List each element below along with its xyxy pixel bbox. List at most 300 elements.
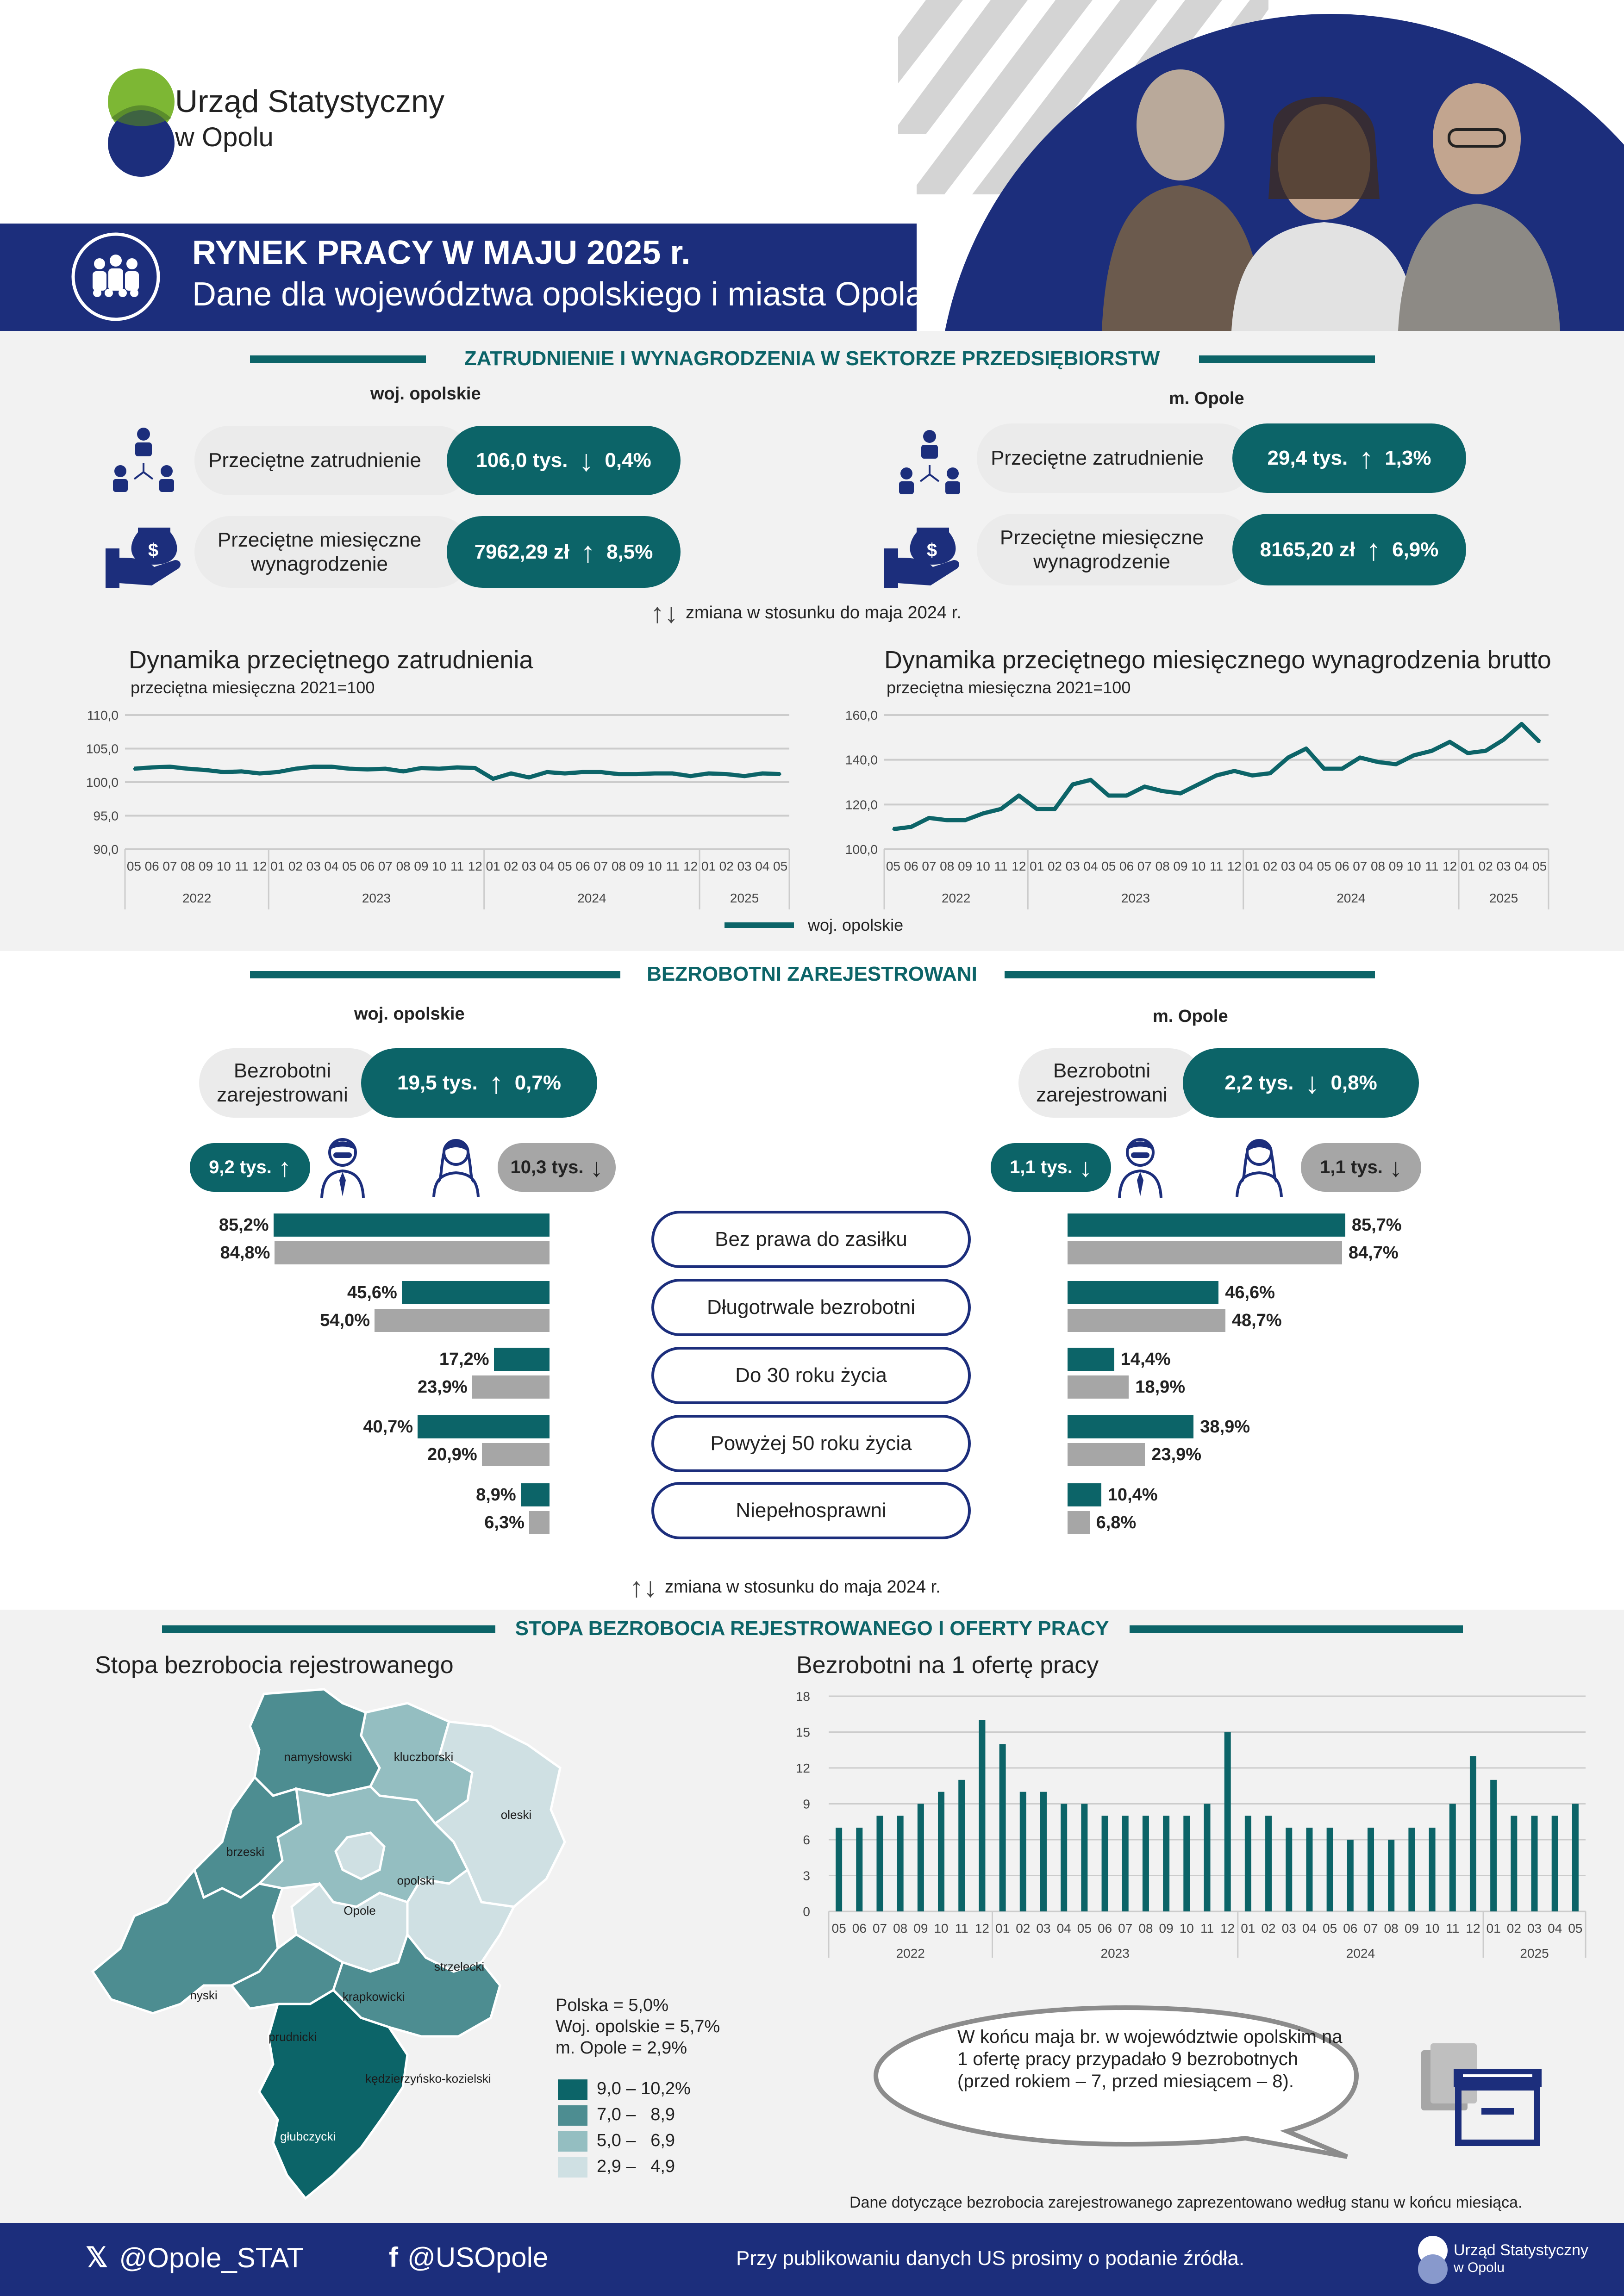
bar xyxy=(938,1792,944,1911)
bar-label: 10,4% xyxy=(1107,1485,1158,1505)
y-tick-label: 140,0 xyxy=(845,753,878,767)
legend-swatch xyxy=(558,2157,587,2178)
data-point xyxy=(223,771,225,773)
data-point xyxy=(1054,808,1056,810)
bar-label: 40,7% xyxy=(363,1417,413,1437)
woman-icon xyxy=(428,1133,484,1198)
bubble-text: W końcu maja br. w województwie opolskim na 1 ofertę pracy przypadało 9 bezrobotnych (przed rokiem – 7, przed miesiącem – 8). xyxy=(957,2027,1343,2091)
up-down-arrows-icon: ↑↓ xyxy=(650,597,678,628)
arrow-down-icon: ↓ xyxy=(1305,1066,1320,1100)
data-point xyxy=(1395,763,1397,765)
x-tick-label: 02 xyxy=(504,859,518,873)
county-label: strzelecki xyxy=(434,1960,485,1973)
x-tick-label: 07 xyxy=(593,859,608,873)
man-icon xyxy=(317,1134,368,1199)
data-point xyxy=(946,819,948,821)
rate-stats: Polska = 5,0% Woj. opolskie = 5,7% m. Opole = 2,9% xyxy=(556,1996,720,2058)
data-point xyxy=(1449,741,1451,743)
year-label: 2024 xyxy=(1337,891,1366,905)
data-point xyxy=(1198,784,1199,785)
county-label: głubczycki xyxy=(280,2129,336,2143)
x-tick-label: 08 xyxy=(893,1921,908,1935)
county-label: krapkowicki xyxy=(342,1990,405,2004)
arrow-up-icon: ↑ xyxy=(581,535,596,569)
bar-label: 54,0% xyxy=(320,1311,370,1330)
y-tick-label: 9 xyxy=(803,1797,810,1811)
category-oval: Bez prawa do zasiłku xyxy=(651,1211,971,1268)
unemployed-value-pill xyxy=(361,1048,597,1118)
data-point xyxy=(1431,750,1433,752)
data-point xyxy=(331,766,332,768)
data-point xyxy=(1036,808,1038,810)
x-tick-label: 09 xyxy=(1159,1921,1174,1935)
header xyxy=(0,0,1624,331)
bar-men xyxy=(1068,1281,1218,1304)
wage-line-chart xyxy=(824,694,1565,916)
bar-label: 6,8% xyxy=(1096,1513,1137,1532)
chart-employment-subtitle: przeciętna miesięczna 2021=100 xyxy=(131,678,375,697)
x-tick-label: 12 xyxy=(683,859,698,873)
data-point xyxy=(1000,808,1002,810)
data-point xyxy=(1126,795,1128,796)
data-point xyxy=(1108,795,1110,796)
chart-wage-subtitle: przeciętna miesięczna 2021=100 xyxy=(887,678,1131,697)
data-point xyxy=(277,771,279,773)
category-oval: Niepełnosprawni xyxy=(651,1482,971,1539)
bar xyxy=(1572,1804,1579,1912)
data-point xyxy=(510,772,512,774)
bar xyxy=(1327,1828,1333,1911)
bar xyxy=(897,1816,904,1911)
x-tick-label: 10 xyxy=(1425,1921,1440,1935)
arrow-down-icon: ↓ xyxy=(579,444,594,477)
x-tick-label: 07 xyxy=(1353,859,1368,873)
bar-men xyxy=(1068,1483,1101,1506)
x-tick-label: 05 xyxy=(1568,1921,1583,1935)
line-chart-legend: woj. opolskie xyxy=(725,915,903,935)
people-photo xyxy=(1074,32,1583,331)
bar-women xyxy=(1068,1443,1145,1466)
data-point xyxy=(582,771,584,773)
bar-label: 23,9% xyxy=(417,1377,468,1397)
facebook-link[interactable]: f @USOpole xyxy=(389,2242,549,2273)
year-label: 2022 xyxy=(896,1946,925,1958)
bar xyxy=(958,1780,965,1911)
bar-women xyxy=(482,1443,550,1466)
data-point xyxy=(690,775,692,777)
x-tick-label: 09 xyxy=(957,859,973,873)
twitter-link[interactable]: 𝕏 @Opole_STAT xyxy=(86,2242,304,2273)
data-point xyxy=(1180,792,1181,794)
x-tick-label: 09 xyxy=(629,859,644,873)
x-tick-label: 06 xyxy=(1097,1921,1112,1935)
bar xyxy=(876,1816,883,1911)
employment-value-pill xyxy=(1232,423,1466,493)
data-point xyxy=(312,766,314,768)
women-value-chip: 10,3 tys. ↓ xyxy=(498,1143,616,1192)
x-tick-label: 01 xyxy=(1241,1921,1255,1935)
map-title: Stopa bezrobocia rejestrowanego xyxy=(95,1652,454,1679)
x-tick-label: 04 xyxy=(539,859,554,873)
data-point xyxy=(743,775,745,777)
y-tick-label: 3 xyxy=(803,1868,810,1883)
data-point xyxy=(349,768,350,770)
x-tick-label: 08 xyxy=(1138,1921,1153,1935)
x-tick-label: 02 xyxy=(1478,859,1493,873)
x-tick-label: 11 xyxy=(1446,1921,1460,1935)
x-tick-label: 11 xyxy=(1425,859,1439,873)
x-tick-label: 08 xyxy=(1370,859,1386,873)
data-point xyxy=(762,772,763,774)
data-point xyxy=(1503,739,1505,740)
y-tick-label: 110,0 xyxy=(87,708,119,722)
employment-label: Przeciętne zatrudnienie xyxy=(977,423,1255,493)
x-tick-label: 07 xyxy=(922,859,937,873)
bar xyxy=(1265,1816,1272,1911)
arrow-down-icon: ↓ xyxy=(590,1153,603,1182)
x-tick-label: 12 xyxy=(1466,1921,1480,1935)
x-tick-label: 08 xyxy=(1384,1921,1399,1935)
data-point xyxy=(367,768,369,770)
x-tick-label: 02 xyxy=(1261,1921,1276,1935)
category-oval: Długotrwale bezrobotni xyxy=(651,1279,971,1336)
x-tick-label: 09 xyxy=(1388,859,1403,873)
x-tick-label: 05 xyxy=(1077,1921,1092,1935)
data-point xyxy=(1233,770,1235,772)
legend-swatch xyxy=(558,2079,587,2100)
x-tick-label: 03 xyxy=(1065,859,1080,873)
employment-section-title: ZATRUDNIENIE I WYNAGRODZENIA W SEKTORZE PRZEDSIĘBIORSTW xyxy=(464,347,1160,370)
legend-line-swatch xyxy=(725,922,794,928)
up-down-arrows-icon: ↑↓ xyxy=(630,1572,657,1603)
bar-women xyxy=(1068,1375,1129,1399)
logo-icon xyxy=(1407,2233,1458,2286)
page-title: RYNEK PRACY W MAJU 2025 r. xyxy=(192,234,691,271)
x-tick-label: 04 xyxy=(1302,1921,1317,1935)
employment-label: Przeciętne zatrudnienie xyxy=(194,426,472,495)
x-tick-label: 12 xyxy=(252,859,267,873)
series-line xyxy=(893,724,1539,829)
x-tick-label: 12 xyxy=(1012,859,1026,873)
footer-note: Przy publikowaniu danych US prosimy o podanie źródła. xyxy=(736,2247,1245,2270)
bar-label: 84,7% xyxy=(1348,1243,1399,1263)
county-label: oleski xyxy=(500,1808,532,1822)
data-point xyxy=(964,819,966,821)
data-point xyxy=(1305,748,1307,750)
year-label: 2025 xyxy=(1489,891,1518,905)
x-icon: 𝕏 xyxy=(86,2242,108,2273)
year-label: 2022 xyxy=(941,891,971,905)
x-tick-label: 07 xyxy=(162,859,177,873)
x-tick-label: 09 xyxy=(414,859,429,873)
bar-men xyxy=(418,1415,550,1438)
x-tick-label: 09 xyxy=(1173,859,1188,873)
x-tick-label: 11 xyxy=(1209,859,1224,873)
y-tick-label: 12 xyxy=(795,1761,810,1775)
x-tick-label: 05 xyxy=(1532,859,1547,873)
y-tick-label: 100,0 xyxy=(845,842,878,857)
map-legend xyxy=(558,2076,691,2179)
x-tick-label: 01 xyxy=(701,859,716,873)
x-tick-label: 06 xyxy=(904,859,918,873)
arrow-up-icon: ↑ xyxy=(278,1153,291,1182)
bar xyxy=(836,1828,842,1911)
x-tick-label: 05 xyxy=(773,859,788,873)
legend-item: 9,0 – 10,2% xyxy=(558,2076,691,2102)
offers-bar-chart xyxy=(768,1685,1593,1958)
wage-icon xyxy=(106,514,184,590)
x-tick-label: 11 xyxy=(450,859,464,873)
data-point xyxy=(1143,786,1145,788)
region-label-left: woj. opolskie xyxy=(354,1004,465,1024)
bar xyxy=(1429,1828,1436,1911)
data-point xyxy=(187,768,189,770)
county-label: Opole xyxy=(344,1904,376,1917)
bar xyxy=(1143,1816,1149,1911)
county-label: opolski xyxy=(397,1873,435,1887)
data-point xyxy=(1467,752,1468,754)
x-tick-label: 07 xyxy=(872,1921,887,1935)
employment-icon xyxy=(897,428,962,495)
x-tick-label: 06 xyxy=(144,859,159,873)
data-point xyxy=(1359,757,1361,759)
legend-item: 5,0 – 6,9 xyxy=(558,2128,691,2153)
bar xyxy=(1552,1816,1558,1911)
wage-icon xyxy=(884,514,963,590)
x-tick-label: 10 xyxy=(1406,859,1421,873)
x-tick-label: 09 xyxy=(198,859,213,873)
unemployed-label: Bezrobotni zarejestrowani xyxy=(199,1048,384,1118)
bar xyxy=(1511,1816,1517,1911)
x-tick-label: 03 xyxy=(1281,859,1296,873)
x-tick-label: 03 xyxy=(737,859,752,873)
bar xyxy=(856,1828,862,1911)
data-point xyxy=(982,813,984,815)
bar xyxy=(999,1744,1006,1911)
county-label: kędzierzyńsko-kozielski xyxy=(365,2072,491,2085)
employment-change: 0,4% xyxy=(605,449,651,472)
data-point xyxy=(780,773,781,775)
data-point xyxy=(1521,723,1523,725)
bar xyxy=(918,1804,924,1912)
data-point xyxy=(1162,790,1163,792)
svg-text:$: $ xyxy=(148,540,159,560)
x-tick-label: 03 xyxy=(1527,1921,1542,1935)
bar-men xyxy=(521,1483,550,1506)
bar-label: 18,9% xyxy=(1135,1377,1186,1397)
bar-chart-title: Bezrobotni na 1 ofertę pracy xyxy=(796,1652,1099,1679)
data-point xyxy=(259,772,261,774)
county-namyslowski xyxy=(250,1689,380,1796)
data-point xyxy=(1377,761,1379,763)
data-point xyxy=(1539,741,1541,743)
unemployed-label: Bezrobotni zarejestrowani xyxy=(1018,1048,1204,1118)
unemployed-value: 19,5 tys. xyxy=(397,1071,478,1094)
bar-label: 38,9% xyxy=(1200,1417,1250,1437)
unemployed-change: 0,7% xyxy=(514,1071,561,1094)
category-oval: Powyżej 50 roku życia xyxy=(651,1415,971,1472)
bar-label: 17,2% xyxy=(439,1350,489,1369)
x-tick-label: 05 xyxy=(831,1921,846,1935)
bar-men xyxy=(402,1281,550,1304)
x-tick-label: 04 xyxy=(1514,859,1529,873)
bar xyxy=(1204,1804,1211,1912)
year-label: 2023 xyxy=(1100,1946,1130,1958)
bar-men xyxy=(1068,1415,1193,1438)
year-label: 2023 xyxy=(1121,891,1150,905)
bar-men xyxy=(494,1348,550,1371)
x-tick-label: 08 xyxy=(611,859,626,873)
data-point xyxy=(1072,784,1074,785)
data-point xyxy=(725,773,727,775)
x-tick-label: 02 xyxy=(1506,1921,1521,1935)
x-tick-label: 03 xyxy=(1281,1921,1296,1935)
data-point xyxy=(600,771,602,773)
employment-icon xyxy=(111,426,176,493)
bar xyxy=(1224,1732,1231,1912)
x-tick-label: 04 xyxy=(1083,859,1098,873)
unemployed-value: 2,2 tys. xyxy=(1224,1071,1294,1094)
bar-label: 45,6% xyxy=(347,1283,397,1302)
x-tick-label: 01 xyxy=(1030,859,1044,873)
data-point xyxy=(892,828,894,830)
legend-swatch xyxy=(558,2105,587,2126)
employment-line-chart xyxy=(69,694,806,916)
job-offers-icon xyxy=(1412,2041,1551,2147)
x-tick-label: 04 xyxy=(755,859,770,873)
employment-value-pill xyxy=(447,426,681,495)
x-tick-label: 10 xyxy=(647,859,662,873)
x-tick-label: 08 xyxy=(181,859,195,873)
bar-label: 8,9% xyxy=(476,1485,516,1505)
x-tick-label: 12 xyxy=(974,1921,989,1935)
data-point xyxy=(528,777,530,778)
bar xyxy=(1245,1816,1251,1911)
wage-value-pill xyxy=(447,516,681,588)
x-tick-label: 12 xyxy=(1220,1921,1235,1935)
bar xyxy=(1183,1816,1190,1911)
data-point xyxy=(636,773,637,775)
rate-section-title: STOPA BEZROBOCIA REJESTROWANEGO I OFERTY PRACY xyxy=(515,1617,1109,1640)
year-label: 2025 xyxy=(730,891,759,905)
x-tick-label: 01 xyxy=(1460,859,1475,873)
data-point xyxy=(456,766,458,768)
x-tick-label: 09 xyxy=(913,1921,928,1935)
data-point xyxy=(546,771,548,773)
data-point xyxy=(1269,772,1271,774)
x-tick-label: 02 xyxy=(1047,859,1062,873)
x-tick-label: 10 xyxy=(934,1921,949,1935)
x-tick-label: 10 xyxy=(975,859,990,873)
y-tick-label: 15 xyxy=(795,1725,810,1740)
bar-label: 46,6% xyxy=(1225,1283,1275,1302)
bar-label: 48,7% xyxy=(1231,1311,1282,1330)
data-point xyxy=(564,772,566,774)
bar xyxy=(1061,1804,1067,1912)
employment-value: 29,4 tys. xyxy=(1267,447,1348,469)
y-tick-label: 100,0 xyxy=(86,775,119,790)
employment-change: 1,3% xyxy=(1385,447,1431,469)
bar xyxy=(1368,1828,1374,1911)
rate-footnote: Dane dotyczące bezrobocia zarejestrowanego zaprezentowano według stanu w końcu miesiąca. xyxy=(849,2194,1523,2211)
bar xyxy=(1449,1804,1456,1912)
region-label-right: m. Opole xyxy=(1153,1007,1228,1026)
x-tick-label: 07 xyxy=(1118,1921,1133,1935)
x-tick-label: 01 xyxy=(995,1921,1010,1935)
chart-wage-title: Dynamika przeciętnego miesięcznego wynagrodzenia brutto xyxy=(884,646,1551,674)
x-tick-label: 05 xyxy=(1323,1921,1337,1935)
bar-women xyxy=(275,1241,550,1264)
wage-value-pill xyxy=(1232,514,1466,585)
y-tick-label: 160,0 xyxy=(845,708,878,722)
people-group-icon xyxy=(69,230,162,323)
year-label: 2024 xyxy=(1346,1946,1375,1958)
x-tick-label: 03 xyxy=(1496,859,1511,873)
x-tick-label: 03 xyxy=(306,859,321,873)
y-tick-label: 0 xyxy=(803,1904,810,1919)
x-tick-label: 10 xyxy=(1191,859,1206,873)
wage-label: Przeciętne miesięczne wynagrodzenie xyxy=(977,514,1255,585)
data-point xyxy=(133,768,135,770)
bar-women xyxy=(529,1511,550,1534)
data-point xyxy=(618,773,620,775)
data-point xyxy=(1018,795,1020,796)
x-tick-label: 05 xyxy=(126,859,141,873)
x-tick-label: 12 xyxy=(1443,859,1457,873)
x-tick-label: 07 xyxy=(1363,1921,1378,1935)
bar-label: 6,3% xyxy=(484,1513,525,1532)
bar xyxy=(1408,1828,1415,1911)
x-tick-label: 02 xyxy=(1263,859,1278,873)
y-tick-label: 90,0 xyxy=(93,842,119,857)
data-point xyxy=(294,768,296,770)
x-tick-label: 11 xyxy=(235,859,249,873)
facebook-icon: f xyxy=(389,2242,398,2273)
bar-label: 85,2% xyxy=(219,1215,269,1235)
x-tick-label: 06 xyxy=(575,859,590,873)
year-label: 2024 xyxy=(577,891,606,905)
change-note: ↑↓ zmiana w stosunku do maja 2024 r. xyxy=(630,1572,941,1603)
x-tick-label: 08 xyxy=(940,859,955,873)
x-tick-label: 06 xyxy=(1343,1921,1358,1935)
arrow-down-icon: ↓ xyxy=(1079,1153,1092,1182)
data-point xyxy=(707,772,709,774)
x-tick-label: 05 xyxy=(1101,859,1116,873)
x-tick-label: 02 xyxy=(1016,1921,1031,1935)
bar xyxy=(1490,1780,1497,1911)
data-point xyxy=(492,778,494,780)
chart-employment-title: Dynamika przeciętnego zatrudnienia xyxy=(129,646,533,674)
woman-icon xyxy=(1231,1133,1287,1198)
x-tick-label: 03 xyxy=(522,859,537,873)
bar-label: 85,7% xyxy=(1351,1215,1402,1235)
x-tick-label: 04 xyxy=(324,859,339,873)
x-tick-label: 01 xyxy=(1245,859,1260,873)
bar xyxy=(1347,1840,1354,1911)
x-tick-label: 04 xyxy=(1548,1921,1562,1935)
data-point xyxy=(1413,754,1415,756)
series-line xyxy=(134,767,780,779)
x-tick-label: 06 xyxy=(1335,859,1349,873)
bar-women xyxy=(375,1309,550,1332)
man-icon xyxy=(1115,1134,1166,1199)
arrow-up-icon: ↑ xyxy=(488,1066,504,1100)
bar xyxy=(1122,1816,1129,1911)
region-label-left: woj. opolskie xyxy=(370,384,481,404)
x-tick-label: 10 xyxy=(216,859,231,873)
bar-men xyxy=(1068,1348,1114,1371)
men-value-chip: 9,2 tys. ↑ xyxy=(190,1143,310,1192)
